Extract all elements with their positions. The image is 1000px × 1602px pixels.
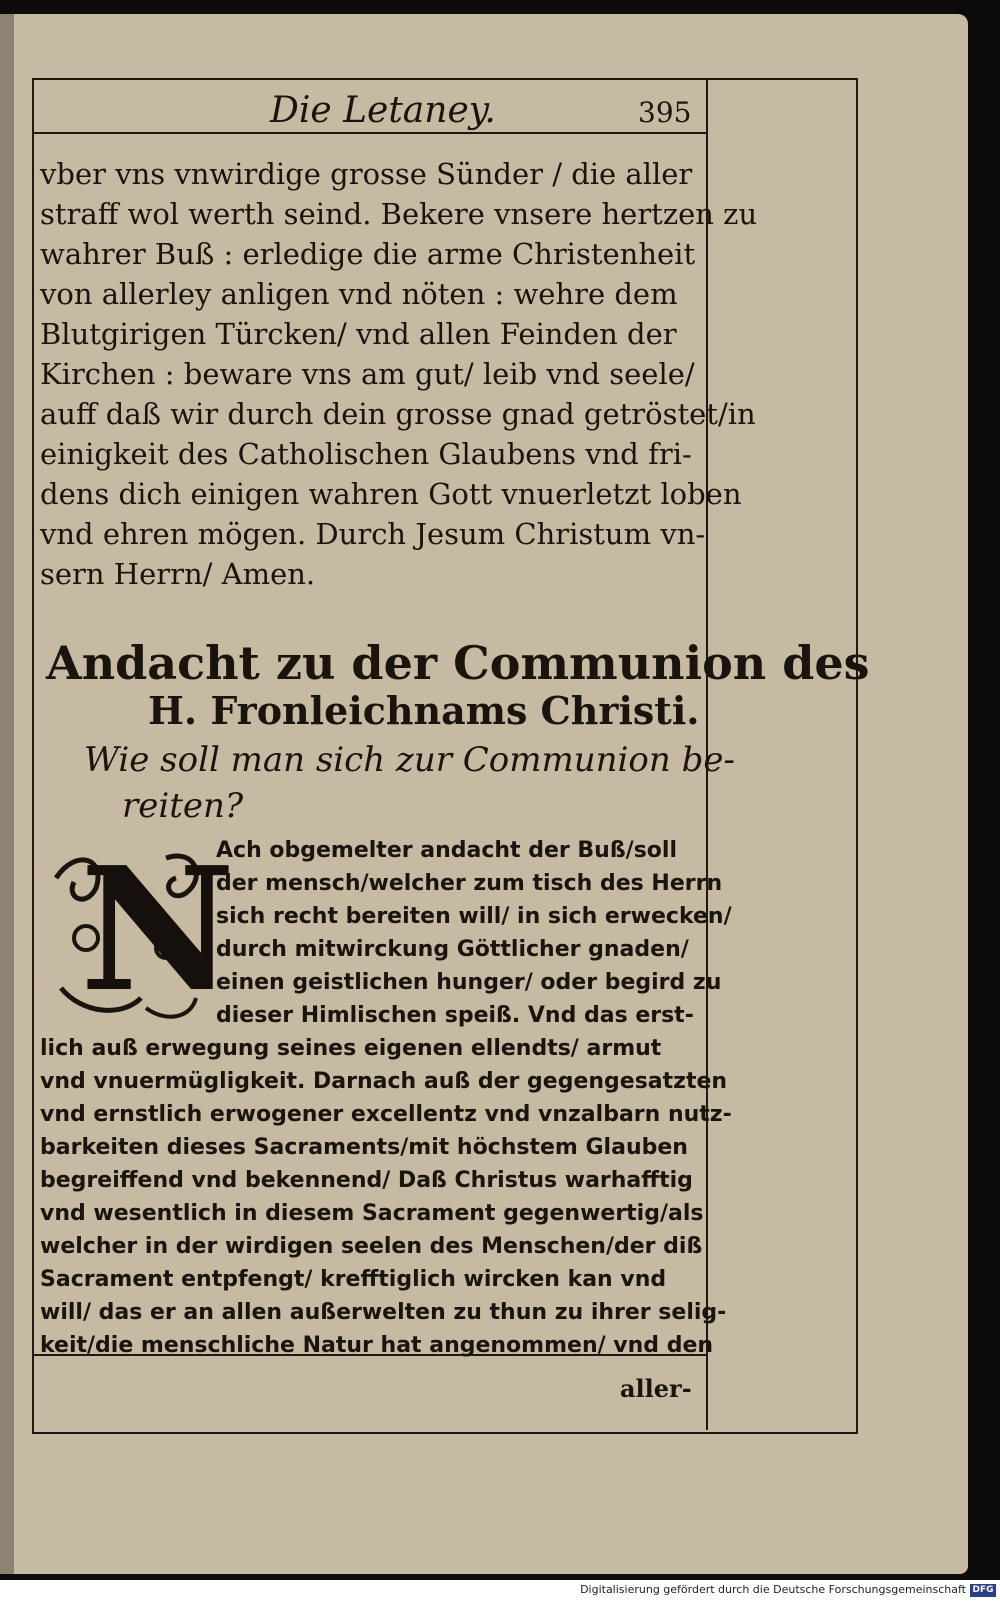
initial-letter: N xyxy=(80,830,236,1030)
body-line: von allerley anligen vnd nöten : wehre dem xyxy=(40,277,678,311)
running-title: Die Letaney. xyxy=(270,90,496,131)
body-line-small: barkeiten dieses Sacraments/mit höchstem Glauben xyxy=(40,1135,688,1160)
indented-line: einen geistlichen hunger/ oder begird zu xyxy=(216,970,722,995)
body-line: Blutgirigen Türcken/ vnd allen Feinden der xyxy=(40,317,677,351)
body-line-small: Sacrament entpfengt/ krefftiglich wircken kan vnd xyxy=(40,1267,667,1292)
page-number: 395 xyxy=(638,96,692,129)
question-heading-continued: reiten? xyxy=(122,786,244,826)
question-heading: Wie soll man sich zur Communion be- xyxy=(84,740,735,780)
body-line: vber vns vnwirdige grosse Sünder / die aller xyxy=(40,157,693,191)
body-line-small: will/ das er an allen außerwelten zu thun zu ihrer selig- xyxy=(40,1300,727,1325)
section-subheading: H. Fronleichnams Christi. xyxy=(148,688,700,733)
body-line-small: vnd wesentlich in diesem Sacrament gegenwertig/als xyxy=(40,1201,704,1226)
indented-line: der mensch/welcher zum tisch des Herrn xyxy=(216,871,723,896)
body-line-small: vnd vnuermügligkeit. Darnach auß der gegengesatzten xyxy=(40,1069,728,1094)
body-line: Kirchen : beware vns am gut/ leib vnd seele/ xyxy=(40,357,695,391)
body-line: vnd ehren mögen. Durch Jesum Christum vn- xyxy=(40,517,706,551)
body-line: dens dich einigen wahren Gott vnuerletzt loben xyxy=(40,477,742,511)
body-line: auff daß wir durch dein grosse gnad getröstet/in xyxy=(40,397,756,431)
body-line-small: begreiffend vnd bekennend/ Daß Christus warhafftig xyxy=(40,1168,693,1193)
body-line-small: welcher in der wirdigen seelen des Menschen/der diß xyxy=(40,1234,703,1259)
running-header xyxy=(40,86,700,138)
dfg-logo-icon: DFG xyxy=(970,1584,996,1597)
page-gutter xyxy=(0,14,14,1574)
decorated-initial xyxy=(46,830,236,1030)
body-line: wahrer Buß : erledige die arme Christenheit xyxy=(40,237,696,271)
body-line-small: keit/die menschliche Natur hat angenommen/ vnd den xyxy=(40,1333,714,1358)
body-line: einigkeit des Catholischen Glaubens vnd fri- xyxy=(40,437,692,471)
funding-credit: Digitalisierung gefördert durch die Deutsche Forschungsgemeinschaft xyxy=(580,1583,966,1596)
indented-line: durch mitwirckung Göttlicher gnaden/ xyxy=(216,937,689,962)
section-heading: Andacht zu der Communion des xyxy=(46,636,870,690)
body-line-small: vnd ernstlich erwogener excellentz vnd vnzalbarn nutz- xyxy=(40,1102,732,1127)
indented-line: dieser Himlischen speiß. Vnd das erst- xyxy=(216,1003,694,1028)
body-line: straff wol werth seind. Bekere vnsere hertzen zu xyxy=(40,197,758,231)
indented-line: sich recht bereiten will/ in sich erwecken/ xyxy=(216,904,732,929)
indented-line: Ach obgemelter andacht der Buß/soll xyxy=(216,838,677,863)
body-line-small: lich auß erwegung seines eigenen ellendts/ armut xyxy=(40,1036,662,1061)
book-page xyxy=(0,14,968,1574)
digitization-footer xyxy=(0,1580,1000,1602)
catchword: aller- xyxy=(620,1374,692,1403)
body-line: sern Herrn/ Amen. xyxy=(40,557,316,591)
